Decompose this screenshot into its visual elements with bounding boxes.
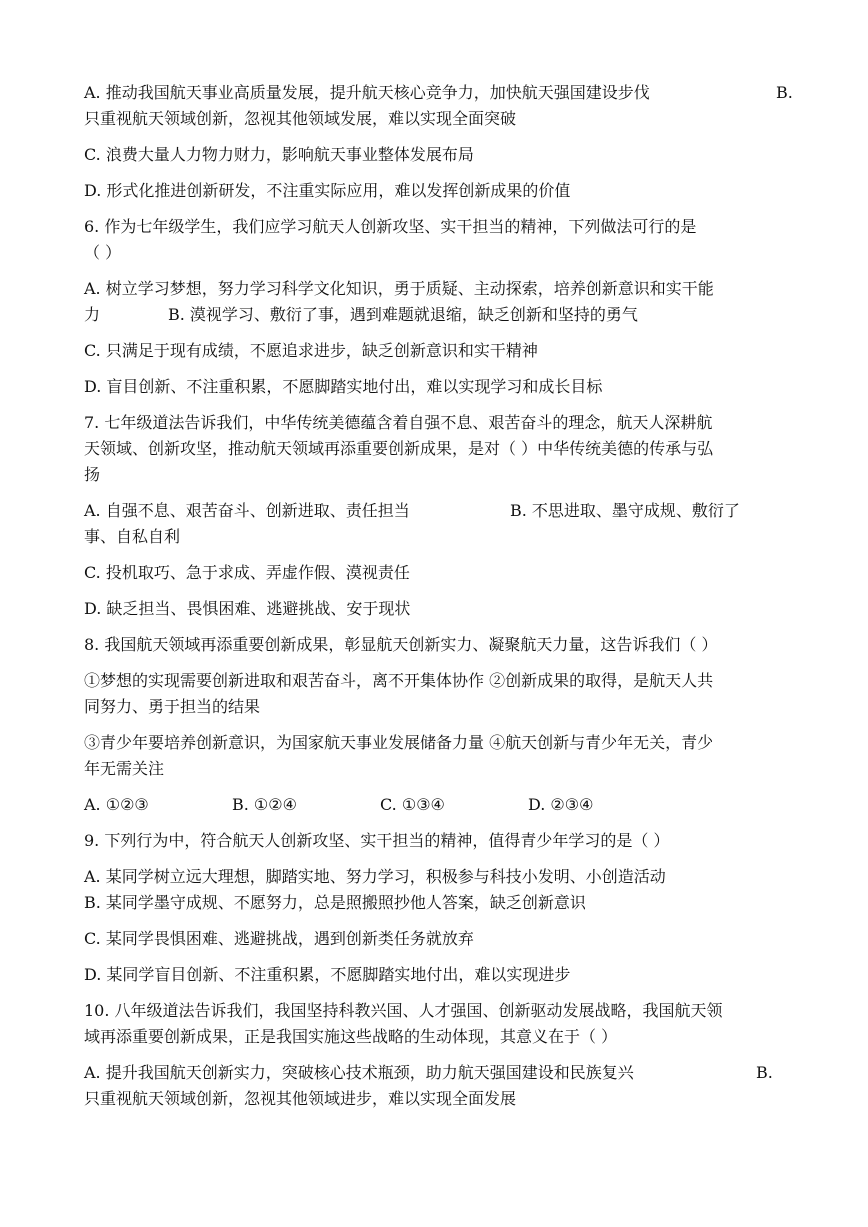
q6-option-c: C. 只满足于现有成绩，不愿追求进步，缺乏创新意识和实干精神 (84, 341, 538, 360)
q7-option-a: A. 自强不息、艰苦奋斗、创新进取、责任担当 B. 不思进取、墨守成规、敷衍了 (84, 498, 796, 524)
q6-stem-cont: （ ） (84, 243, 122, 262)
q5-option-d: D. 形式化推进创新研发，不注重实际应用，难以发挥创新成果的价值 (84, 181, 571, 200)
q10-stem-cont: 域再添重要创新成果，正是我国实施这些战略的生动体现，其意义在于（ ） (84, 1027, 618, 1046)
q9-option-b: B. 某同学墨守成规、不愿努力，总是照搬照抄他人答案，缺乏创新意识 (84, 893, 586, 912)
q9-option-d: D. 某同学盲目创新、不注重积累，不愿脚踏实地付出，难以实现进步 (84, 965, 571, 984)
q7-stem-end: 扬 (84, 465, 101, 484)
q5-option-a: A. 推动我国航天事业高质量发展，提升航天核心竞争力，加快航天强国建设步伐 B. (84, 80, 796, 106)
q7-stem: 7. 七年级道法告诉我们，中华传统美德蕴含着自强不息、艰苦奋斗的理念，航天人深耕航 (84, 413, 713, 432)
q7-option-d: D. 缺乏担当、畏惧困难、逃避挑战、安于现状 (84, 599, 411, 618)
q5-option-b-marker: B. (776, 83, 793, 102)
q10-option-b: 只重视航天领域创新，忽视其他领域进步，难以实现全面发展 (84, 1089, 517, 1108)
document-page (84, 80, 796, 1112)
q10-option-a: A. 提升我国航天创新实力，突破核心技术瓶颈，助力航天强国建设和民族复兴 B. (84, 1060, 796, 1086)
q10-stem: 10. 八年级道法告诉我们，我国坚持科教兴国、人才强国、创新驱动发展战略，我国航天领 (84, 1001, 723, 1020)
q8-option-a: A. ①②③ (84, 795, 149, 814)
q8-option-b: B. ①②④ (232, 795, 297, 814)
q8-statement-4-cont: 年无需关注 (84, 759, 165, 778)
q8-statement-3-4: ③青少年要培养创新意识，为国家航天事业发展储备力量 ④航天创新与青少年无关，青少 (84, 733, 714, 752)
q6-option-d: D. 盲目创新、不注重积累，不愿脚踏实地付出，难以实现学习和成长目标 (84, 377, 603, 396)
q8-statement-2-cont: 同努力、勇于担当的结果 (84, 697, 261, 716)
q8-statement-1-2: ①梦想的实现需要创新进取和艰苦奋斗，离不开集体协作 ②创新成果的取得，是航天人共 (84, 671, 714, 690)
q7-option-b: B. 不思进取、墨守成规、敷衍了 (510, 501, 740, 520)
q7-option-b-cont: 事、自私自利 (84, 527, 181, 546)
q10-option-b-marker: B. (756, 1063, 773, 1082)
q7-stem-cont: 天领域、创新攻坚，推动航天领域再添重要创新成果，是对（ ）中华传统美德的传承与弘 (84, 439, 714, 458)
q8-option-c: C. ①③④ (380, 795, 445, 814)
q6-option-a-cont: 力 B. 漠视学习、敷衍了事，遇到难题就退缩，缺乏创新和坚持的勇气 (84, 302, 796, 328)
q9-stem: 9. 下列行为中，符合航天人创新攻坚、实干担当的精神，值得青少年学习的是（ ） (84, 831, 670, 850)
q8-stem: 8. 我国航天领域再添重要创新成果，彰显航天创新实力、凝聚航天力量，这告诉我们（ ） (84, 635, 718, 654)
q7-option-c: C. 投机取巧、急于求成、弄虚作假、漠视责任 (84, 563, 410, 582)
q6-option-a: A. 树立学习梦想，努力学习科学文化知识，勇于质疑、主动探索，培养创新意识和实干能 (84, 279, 714, 298)
q6-stem: 6. 作为七年级学生，我们应学习航天人创新攻坚、实干担当的精神，下列做法可行的是 (84, 217, 697, 236)
q5-option-c: C. 浪费大量人力物力财力，影响航天事业整体发展布局 (84, 145, 474, 164)
q9-option-a: A. 某同学树立远大理想，脚踏实地、努力学习，积极参与科技小发明、小创造活动 (84, 867, 666, 886)
q5-option-b: 只重视航天领域创新，忽视其他领域发展，难以实现全面突破 (84, 109, 517, 128)
q9-option-c: C. 某同学畏惧困难、逃避挑战，遇到创新类任务就放弃 (84, 929, 474, 948)
q6-option-b: B. 漠视学习、敷衍了事，遇到难题就退缩，缺乏创新和坚持的勇气 (168, 305, 638, 324)
q8-option-d: D. ②③④ (528, 795, 594, 814)
q8-options (84, 792, 796, 818)
